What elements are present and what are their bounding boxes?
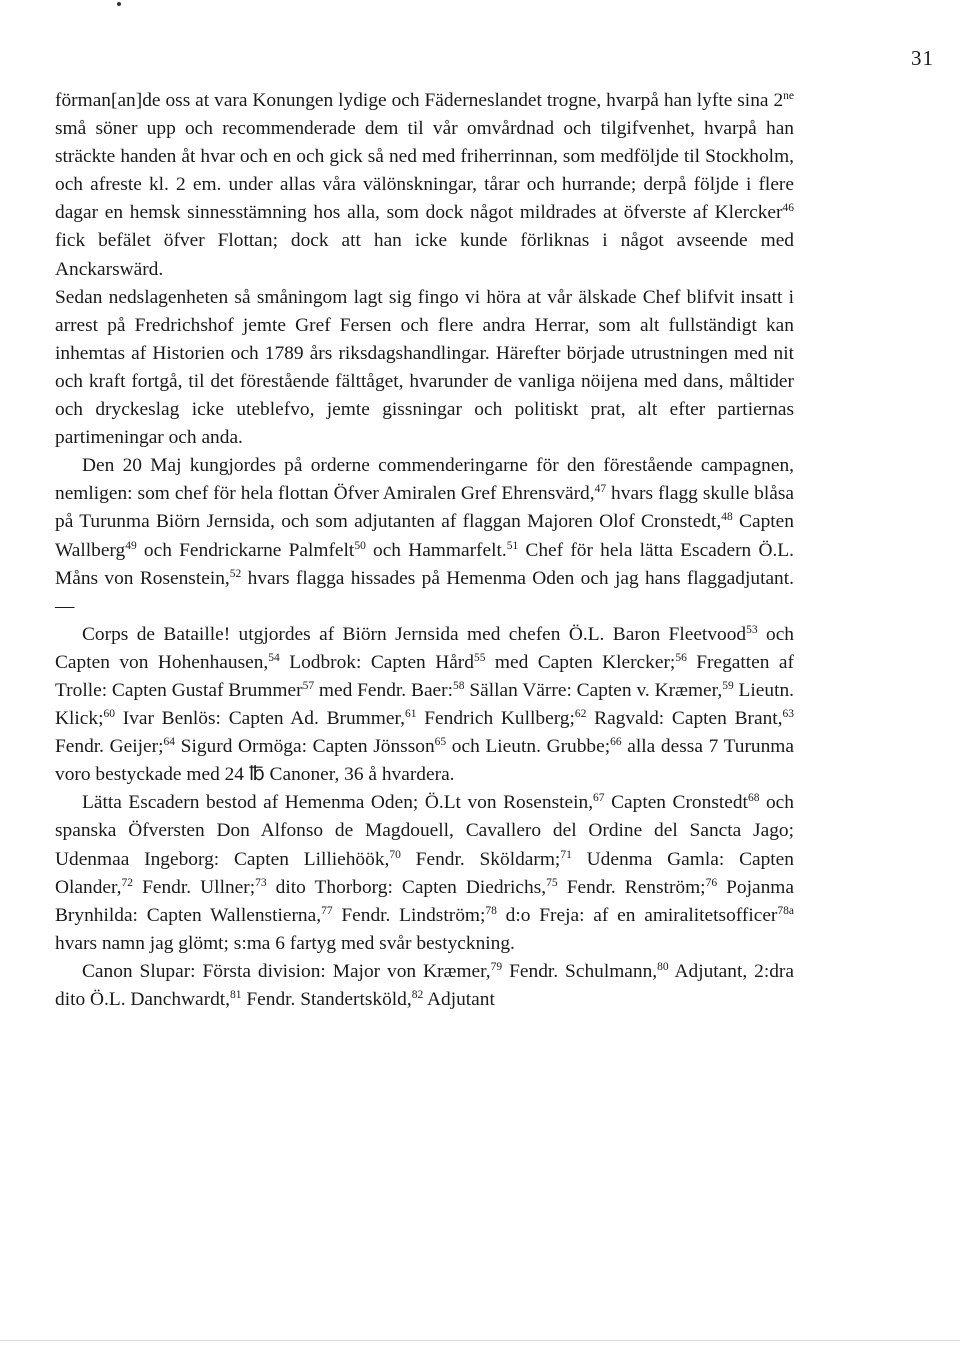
bottom-rule: [0, 1340, 960, 1341]
text-body: [55, 87, 794, 1014]
paragraph-5: Lätta Escadern bestod af Hemenma Oden; Ö.Lt von Rosenstein,$^{67}$ Capten Cronstedt$^{68}$ och spanska Öfversten Don Alfonso de Magdouell, Cavallero del Ordine del Sancta Jago; Udenmaa Ingeborg: Capten Lilliehöök,$^{70}$ Fendr. Sköldarm;$^{71}$ Udenma Gamla: Capten Olander,$^{72}$ Fendr. Ullner;$^{73}$ dito Thorborg: Capten Diedrichs,$^{75}$ Fendr. Renström;$^{76}$ Pojanma Brynhilda: Capten Wallenstierna,$^{77}$ Fendr. Lindström;$^{78}$ d:o Freja: af en amiralitetsofficer$^{78a}$ hvars namn jag glömt; s:ma 6 fartyg med svår bestyckning.: [55, 792, 794, 954]
paragraph-6: Canon Slupar: Första division: Major von Kræmer,$^{79}$ Fendr. Schulmann,$^{80}$ Adjutant, 2:dra dito Ö.L. Danchwardt,$^{81}$ Fendr. Standertsköld,$^{82}$ Adjutant: [55, 960, 794, 1010]
paragraph-4: Corps de Bataille! utgjordes af Biörn Jernsida med chefen Ö.L. Baron Fleetvood$^{53}$ och Capten von Hohenhausen,$^{54}$ Lodbrok: Capten Hård$^{55}$ med Capten Klercker;$^{56}$ Fregatten af Trolle: Capten Gustaf Brummer$^{57}$ med Fendr. Baer:$^{58}$ Sällan Värre: Capten v. Kræmer,$^{59}$ Lieutn. Klick;$^{60}$ Ivar Benlös: Capten Ad. Brummer,$^{61}$ Fendrich Kullberg;$^{62}$ Ragvald: Capten Brant,$^{63}$ Fendr. Geijer;$^{64}$ Sigurd Ormöga: Capten Jönsson$^{65}$ och Lieutn. Grubbe;$^{66}$ alla dessa 7 Turunma voro bestyckade med 24 ℔ Canoner, 36 å hvardera.: [55, 623, 795, 786]
top-mark: [117, 2, 121, 6]
paragraph-2: Sedan nedslagenheten så småningom lagt sig fingo vi höra at vår älskade Chef blifvit insatt i arrest på Fredrichshof jemte Gref Fersen och flere andra Herrar, som alt fullständigt kan inhemtas af Historien och 1789 års riksdagshandlingar. Härefter började utrustningen med nit och kraft fortgå, til det förestående fälttåget, hvarunder de vanliga nöijena med dans, måltider och dryckeslag icke uteblefvo, jemte gissningar och politiskt prat, alt efter partiernas partimeningar och anda.: [55, 286, 794, 449]
paragraph-3: Den 20 Maj kungjordes på orderne commenderingarne för den förestående campagnen, nemligen: som chef för hela flottan Öfver Amiralen Gref Ehrensvärd,$^{47}$ hvars flagg skulle blåsa på Turunma Biörn Jernsida, och som adjutanten af flaggan Majoren Olof Cronstedt,$^{48}$ Capten Wallberg$^{49}$ och Fendrickarne Palmfelt$^{50}$ och Hammarfelt.$^{51}$ Chef för hela lätta Escadern Ö.L. Måns von Rosenstein,$^{52}$ hvars flagga hissades på Hemenma Oden och jag hans flaggadjutant. —: [55, 455, 794, 617]
page-number: 31: [911, 46, 934, 70]
paragraph-1: förman[an]de oss at vara Konungen lydige och Fäderneslandet trogne, hvarpå han lyfte sina $2^{ne}$ små söner upp och recommenderade dem til vår omvårdnad och tilgifvenhet, hvarpå han sträckte handen åt hvar och en och gick så ned med friherrinnan, som medföljde til Stockholm, och afreste kl. 2 em. under allas våra välönskningar, tårar och hurrande; derpå följde i flere dagar en hemsk sinnesstämning hos alla, som dock något mildrades at öfverste af Klercker$^{46}$ fick befälet öfver Flottan; dock att han icke kunde förliknas i något avseende med Anckarswärd.: [55, 90, 794, 280]
